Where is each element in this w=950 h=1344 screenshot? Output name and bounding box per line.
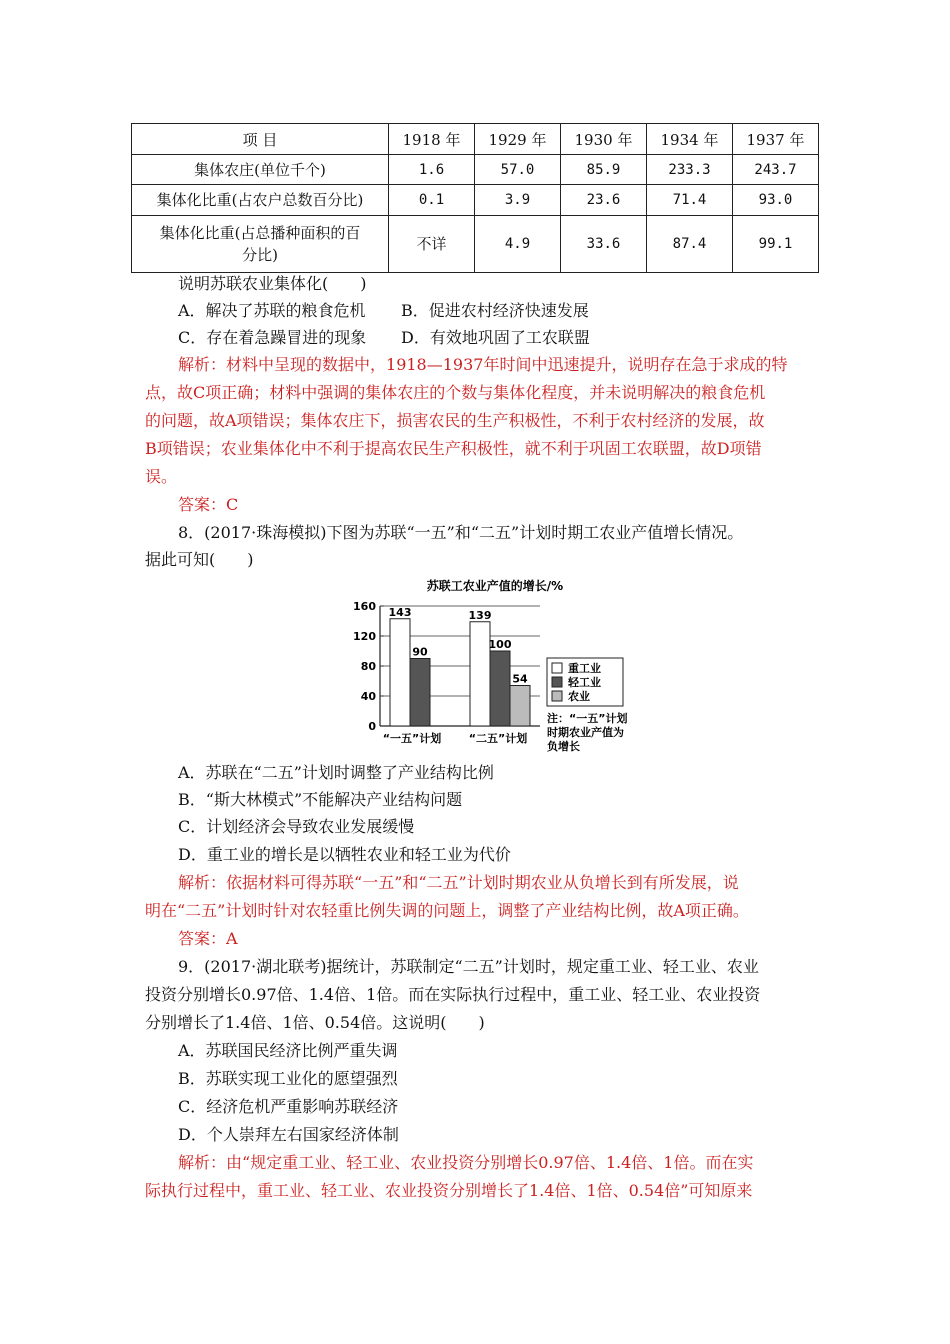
q8-option-d: D．重工业的增长是以牺牲农业和轻工业为代价 <box>178 845 511 864</box>
legend-label: 重工业 <box>568 662 601 675</box>
table-header: 项 目 <box>132 124 389 155</box>
q8-option-c: C．计划经济会导致农业发展缓慢 <box>178 817 415 836</box>
q7-analysis-line: B项错误；农业集体化中不利于提高农民生产积极性，就不利于巩固工农联盟，故D项错 <box>145 439 762 458</box>
bar-data-label: 143 <box>388 605 412 619</box>
note-line: 注：“一五”计划 <box>547 712 628 725</box>
x-axis-labels <box>383 731 527 745</box>
table-row <box>132 155 819 185</box>
x-tick-label: “一五”计划 <box>382 732 442 745</box>
analysis-label: 解析： <box>178 873 227 892</box>
q7-option-a: A．解决了苏联的粮食危机 <box>178 301 366 320</box>
note-line: 时期农业产值为 <box>547 726 624 739</box>
q8-analysis-line: 明在“二五”计划时针对农轻重比例失调的问题上，调整了产业结构比例，故A项正确。 <box>145 901 749 920</box>
q9-stem: 9．(2017·湖北联考)据统计，苏联制定“二五”计划时，规定重工业、轻工业、农业 <box>178 957 759 976</box>
q9-stem: 投资分别增长0.97倍、1.4倍、1倍。而在实际执行过程中，重工业、轻工业、农业投资 <box>145 985 761 1004</box>
legend-swatch-agri <box>552 691 562 701</box>
analysis-label: 解析： <box>178 355 227 374</box>
q9-option-b: B．苏联实现工业化的愿望强烈 <box>178 1069 398 1088</box>
q7-analysis-line: 点，故C项正确；材料中强调的集体农庄的个数与集体化程度，并未说明解决的粮食危机 <box>145 383 766 402</box>
table-cell: 243.7 <box>733 155 819 185</box>
answer-value: A <box>226 929 238 948</box>
table-cell: 33.6 <box>561 215 647 272</box>
table-cell: 0.1 <box>389 185 475 215</box>
row-label <box>132 215 389 272</box>
bar-chart <box>340 576 650 754</box>
table-cell: 57.0 <box>475 155 561 185</box>
q7-analysis-line: 误。 <box>145 467 178 486</box>
legend-label: 农业 <box>568 690 590 703</box>
bars <box>390 619 530 726</box>
q9-analysis <box>178 1153 753 1173</box>
table-row <box>132 215 819 272</box>
q7-answer <box>178 495 238 515</box>
table-header: 1929 年 <box>475 124 561 155</box>
q7-analysis-line: 的问题，故A项错误；集体农庄下，损害农民的生产积极性，不利于农村经济的发展，故 <box>145 411 765 430</box>
table-cell: 71.4 <box>647 185 733 215</box>
y-tick-label: 0 <box>368 720 376 733</box>
bar-data-label: 100 <box>488 638 512 651</box>
data-table <box>131 123 819 273</box>
q7-option-b: B．促进农村经济快速发展 <box>401 301 589 320</box>
q9-option-c: C．经济危机严重影响苏联经济 <box>178 1097 399 1116</box>
bar-轻工业 <box>490 651 510 726</box>
bar-data-label: 139 <box>468 608 492 622</box>
table-row <box>132 185 819 215</box>
table-header: 1937 年 <box>733 124 819 155</box>
analysis-text: 依据材料可得苏联“一五”和“二五”计划时期农业从负增长到有所发展，说 <box>226 873 739 892</box>
y-tick-label: 120 <box>353 630 376 643</box>
y-tick-label: 80 <box>360 660 376 673</box>
q8-option-a: A．苏联在“二五”计划时调整了产业结构比例 <box>178 763 494 782</box>
table-header: 1918 年 <box>389 124 475 155</box>
bar-轻工业 <box>410 659 430 727</box>
bar-data-label: 54 <box>512 672 528 686</box>
q8-stem: 据此可知( ) <box>145 550 254 569</box>
q9-analysis-line: 际执行过程中，重工业、轻工业、农业投资分别增长了1.4倍、1倍、0.54倍”可知原来 <box>145 1181 753 1200</box>
table-header: 1930 年 <box>561 124 647 155</box>
q9-stem: 分别增长了1.4倍、1倍、0.54倍。这说明( ) <box>145 1013 485 1032</box>
note-line: 负增长 <box>547 740 580 753</box>
q9-option-d: D．个人崇拜左右国家经济体制 <box>178 1125 399 1144</box>
table-cell: 87.4 <box>647 215 733 272</box>
table-cell: 4.9 <box>475 215 561 272</box>
bar-重工业 <box>390 619 410 726</box>
table-header-row <box>132 124 819 155</box>
row-label-line: 集体化比重(占总播种面积的百 <box>159 223 361 242</box>
table-cell: 93.0 <box>733 185 819 215</box>
q7-analysis <box>178 355 787 375</box>
table-cell: 不详 <box>389 215 475 272</box>
q7-option-c: C．存在着急躁冒进的现象 <box>178 328 367 347</box>
analysis-text: 材料中呈现的数据中，1918—1937年时间中迅速提升，说明存在急于求成的特 <box>226 355 788 374</box>
analysis-text: 由“规定重工业、轻工业、农业投资分别增长0.97倍、1.4倍、1倍。而在实 <box>226 1153 754 1172</box>
legend-label: 轻工业 <box>568 676 601 689</box>
table-cell: 233.3 <box>647 155 733 185</box>
row-label: 集体农庄(单位千个) <box>132 155 389 185</box>
q9-option-a: A．苏联国民经济比例严重失调 <box>178 1041 398 1060</box>
q8-option-b: B．“斯大林模式”不能解决产业结构问题 <box>178 790 463 809</box>
legend-swatch-heavy <box>552 663 562 673</box>
q8-answer <box>178 929 238 949</box>
table-cell: 3.9 <box>475 185 561 215</box>
row-label: 集体化比重(占农户总数百分比) <box>132 185 389 215</box>
table-cell: 85.9 <box>561 155 647 185</box>
chart-note <box>547 711 627 753</box>
q7-option-d: D．有效地巩固了工农联盟 <box>401 328 590 347</box>
table-header: 1934 年 <box>647 124 733 155</box>
x-tick-label: “二五”计划 <box>468 732 528 745</box>
q8-stem: 8．(2017·珠海模拟)下图为苏联“一五”和“二五”计划时期工农业产值增长情况。 <box>178 523 744 542</box>
answer-value: C <box>226 495 239 514</box>
chart-title: 苏联工农业产值的增长/% <box>426 579 564 593</box>
y-tick-label: 40 <box>360 690 376 703</box>
bar-农业 <box>510 686 530 727</box>
table-cell: 99.1 <box>733 215 819 272</box>
table-cell: 1.6 <box>389 155 475 185</box>
answer-label: 答案： <box>178 929 227 948</box>
bar-data-label: 90 <box>412 645 428 659</box>
q7-stem: 说明苏联农业集体化( ) <box>178 274 367 293</box>
analysis-label: 解析： <box>178 1153 227 1172</box>
legend-swatch-light <box>552 677 562 687</box>
row-label-line: 分比) <box>242 245 278 264</box>
q8-analysis <box>178 873 739 893</box>
chart-legend <box>547 658 623 706</box>
table-cell: 23.6 <box>561 185 647 215</box>
answer-label: 答案： <box>178 495 227 514</box>
bar-重工业 <box>470 622 490 726</box>
y-tick-label: 160 <box>353 600 376 613</box>
